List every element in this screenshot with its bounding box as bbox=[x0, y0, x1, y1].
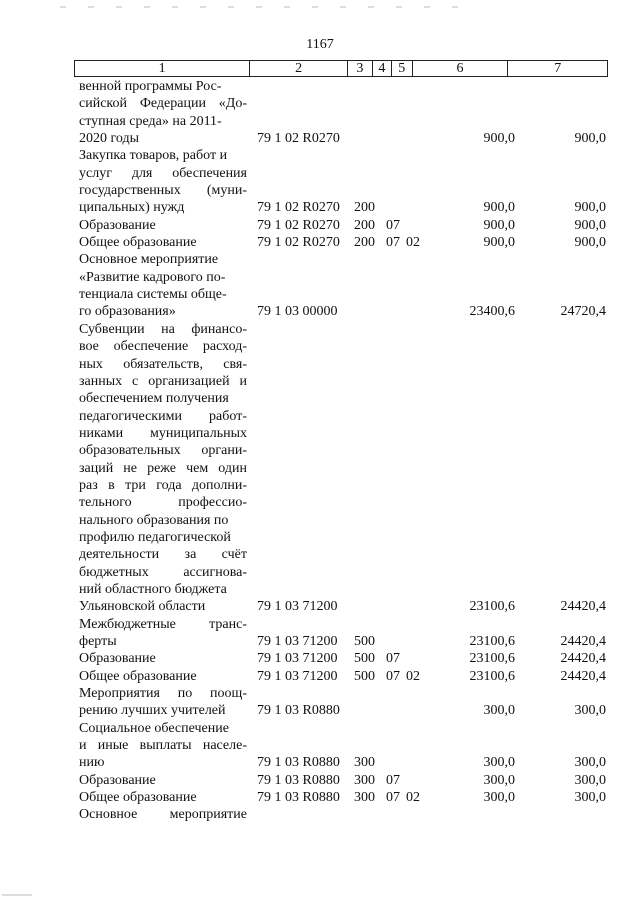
cell-description: Основное мероприятие bbox=[79, 807, 247, 823]
cell-section: 07 bbox=[386, 668, 400, 684]
cell-description: Социальное обеспечение bbox=[79, 720, 229, 736]
table-row bbox=[0, 182, 640, 199]
cell-description: государственных (муни- bbox=[79, 183, 247, 199]
cell-expense-type: 300 bbox=[354, 755, 375, 771]
table-row bbox=[0, 95, 640, 112]
cell-description: Образование bbox=[79, 651, 156, 667]
cell-description: Мероприятия по поощ- bbox=[79, 686, 247, 702]
cell-amount-year-1: 900,0 bbox=[483, 235, 515, 251]
cell-section: 07 bbox=[386, 790, 400, 806]
cell-description: ципальных) нужд bbox=[79, 200, 185, 216]
cell-description: ных обязательств, свя- bbox=[79, 356, 247, 372]
column-header-5: 5 bbox=[392, 61, 413, 76]
cell-amount-year-1: 300,0 bbox=[483, 703, 515, 719]
table-row bbox=[0, 338, 640, 355]
cell-subsection: 02 bbox=[406, 790, 420, 806]
cell-amount-year-1: 23100,6 bbox=[469, 634, 515, 649]
cell-section: 07 bbox=[386, 217, 400, 233]
table-row bbox=[0, 685, 640, 702]
cell-description: Общее образование bbox=[79, 668, 197, 684]
cell-expense-type: 200 bbox=[354, 235, 375, 251]
cell-amount-year-2: 900,0 bbox=[574, 235, 606, 251]
cell-description: Закупка товаров, работ и bbox=[79, 148, 228, 164]
cell-amount-year-1: 300,0 bbox=[483, 755, 515, 771]
cell-target-code: 79 1 02 R0270 bbox=[257, 217, 340, 233]
cell-target-code: 79 1 03 R0880 bbox=[257, 755, 340, 771]
cell-description: Общее образование bbox=[79, 235, 197, 251]
table-row bbox=[0, 477, 640, 494]
table-row bbox=[0, 234, 640, 251]
cell-target-code: 79 1 03 71200 bbox=[257, 634, 338, 649]
cell-description: Общее образование bbox=[79, 790, 197, 806]
cell-target-code: 79 1 03 71200 bbox=[257, 599, 338, 615]
cell-amount-year-1: 23400,6 bbox=[469, 304, 515, 320]
cell-amount-year-1: 900,0 bbox=[483, 200, 515, 216]
cell-expense-type: 300 bbox=[354, 772, 375, 788]
cell-description: образовательных органи- bbox=[79, 443, 247, 459]
cell-amount-year-2: 300,0 bbox=[574, 790, 606, 806]
cell-amount-year-2: 900,0 bbox=[574, 217, 606, 233]
cell-expense-type: 500 bbox=[354, 668, 375, 684]
cell-description: раз в три года дополни- bbox=[79, 477, 247, 493]
table-row bbox=[0, 251, 640, 268]
table-row bbox=[0, 564, 640, 581]
cell-target-code: 79 1 02 R0270 bbox=[257, 131, 340, 147]
cell-description: Образование bbox=[79, 772, 156, 788]
cell-description: тельного профессио- bbox=[79, 495, 247, 511]
cell-description: ступная среда» на 2011- bbox=[79, 113, 222, 129]
cell-amount-year-2: 300,0 bbox=[574, 703, 606, 719]
cell-description: вое обеспечение расход- bbox=[79, 339, 247, 355]
cell-expense-type: 500 bbox=[354, 634, 375, 649]
table-row bbox=[0, 529, 640, 546]
table-row bbox=[0, 581, 640, 598]
table-row bbox=[0, 286, 640, 303]
cell-subsection: 02 bbox=[406, 668, 420, 684]
column-header-6: 6 bbox=[413, 61, 509, 76]
table-row bbox=[0, 460, 640, 477]
table-row bbox=[0, 616, 640, 633]
table-row bbox=[0, 650, 640, 667]
column-header-3: 3 bbox=[348, 61, 373, 76]
cell-amount-year-2: 24720,4 bbox=[560, 304, 606, 320]
cell-description: ферты bbox=[79, 634, 117, 649]
cell-expense-type: 500 bbox=[354, 651, 375, 667]
cell-expense-type: 200 bbox=[354, 217, 375, 233]
cell-amount-year-1: 300,0 bbox=[483, 772, 515, 788]
table-row bbox=[0, 494, 640, 511]
table-row bbox=[0, 754, 640, 771]
table-row bbox=[0, 373, 640, 390]
cell-section: 07 bbox=[386, 772, 400, 788]
table-row bbox=[0, 303, 640, 320]
cell-description: бюджетных ассигнова- bbox=[79, 564, 247, 580]
cell-amount-year-2: 300,0 bbox=[574, 755, 606, 771]
table-row bbox=[0, 269, 640, 286]
cell-description: ний областного бюджета bbox=[79, 581, 227, 597]
table-body bbox=[0, 78, 640, 824]
cell-description: и иные выплаты населе- bbox=[79, 738, 247, 754]
table-row bbox=[0, 598, 640, 615]
cell-description: нию bbox=[79, 755, 105, 771]
cell-description: деятельности за счёт bbox=[79, 547, 247, 563]
cell-amount-year-2: 24420,4 bbox=[560, 599, 606, 615]
table-row bbox=[0, 165, 640, 182]
table-row bbox=[0, 390, 640, 407]
cell-description: нального образования по bbox=[79, 512, 229, 528]
cell-description: сийской Федерации «До- bbox=[79, 96, 247, 112]
table-row bbox=[0, 789, 640, 806]
column-header-4: 4 bbox=[373, 61, 392, 76]
table-row bbox=[0, 321, 640, 338]
cell-target-code: 79 1 03 R0880 bbox=[257, 772, 340, 788]
table-row bbox=[0, 737, 640, 754]
column-header-7: 7 bbox=[554, 61, 562, 76]
cell-amount-year-1: 300,0 bbox=[483, 790, 515, 806]
cell-description: Образование bbox=[79, 217, 156, 233]
column-header-1: 1 bbox=[75, 61, 250, 76]
cell-amount-year-2: 900,0 bbox=[574, 131, 606, 147]
table-row bbox=[0, 546, 640, 563]
cell-target-code: 79 1 03 00000 bbox=[257, 304, 338, 320]
cell-description: венной программы Рос- bbox=[79, 79, 222, 94]
cell-expense-type: 300 bbox=[354, 790, 375, 806]
cell-amount-year-2: 24420,4 bbox=[560, 668, 606, 684]
cell-description: го образования» bbox=[79, 304, 176, 320]
cell-description: Межбюджетные транс- bbox=[79, 616, 247, 632]
cell-target-code: 79 1 03 71200 bbox=[257, 668, 338, 684]
scan-artifact bbox=[2, 894, 32, 896]
table-row bbox=[0, 408, 640, 425]
cell-amount-year-2: 24420,4 bbox=[560, 651, 606, 667]
table-row bbox=[0, 633, 640, 650]
table-row bbox=[0, 199, 640, 216]
cell-description: профилю педагогической bbox=[79, 529, 231, 545]
table-row bbox=[0, 702, 640, 719]
table-row bbox=[0, 217, 640, 234]
cell-description: занных с организацией и bbox=[79, 373, 247, 389]
cell-amount-year-1: 23100,6 bbox=[469, 599, 515, 615]
column-header-2: 2 bbox=[250, 61, 348, 76]
table-row bbox=[0, 147, 640, 164]
cell-amount-year-1: 900,0 bbox=[483, 217, 515, 233]
table-header bbox=[74, 60, 608, 77]
table-row bbox=[0, 78, 640, 95]
table-row bbox=[0, 113, 640, 130]
table-row bbox=[0, 425, 640, 442]
cell-description: рению лучших учителей bbox=[79, 703, 226, 719]
cell-description: 2020 годы bbox=[79, 131, 140, 147]
table-row bbox=[0, 772, 640, 789]
cell-amount-year-1: 23100,6 bbox=[469, 668, 515, 684]
cell-description: тенциала системы обще- bbox=[79, 287, 227, 303]
cell-amount-year-1: 23100,6 bbox=[469, 651, 515, 667]
cell-section: 07 bbox=[386, 235, 400, 251]
cell-description: педагогическими работ- bbox=[79, 408, 247, 424]
scan-artifact bbox=[60, 6, 480, 8]
cell-section: 07 bbox=[386, 651, 400, 667]
cell-target-code: 79 1 03 R0880 bbox=[257, 703, 340, 719]
table-row bbox=[0, 356, 640, 373]
cell-target-code: 79 1 03 71200 bbox=[257, 651, 338, 667]
page-number: 1167 bbox=[306, 37, 334, 52]
cell-description: никами муниципальных bbox=[79, 425, 247, 441]
cell-description: Ульяновской области bbox=[79, 599, 206, 615]
cell-description: «Развитие кадрового по- bbox=[79, 269, 226, 285]
cell-expense-type: 200 bbox=[354, 200, 375, 216]
cell-target-code: 79 1 03 R0880 bbox=[257, 790, 340, 806]
cell-amount-year-2: 24420,4 bbox=[560, 634, 606, 649]
cell-amount-year-1: 900,0 bbox=[483, 131, 515, 147]
cell-target-code: 79 1 02 R0270 bbox=[257, 200, 340, 216]
cell-target-code: 79 1 02 R0270 bbox=[257, 235, 340, 251]
cell-description: услуг для обеспечения bbox=[79, 165, 247, 181]
cell-description: Основное мероприятие bbox=[79, 252, 219, 268]
table-row bbox=[0, 720, 640, 737]
cell-description: обеспечением получения bbox=[79, 391, 229, 407]
table-row bbox=[0, 130, 640, 147]
table-row bbox=[0, 668, 640, 685]
cell-description: Субвенции на финансо- bbox=[79, 321, 247, 337]
table-row bbox=[0, 442, 640, 459]
table-row bbox=[0, 512, 640, 529]
cell-amount-year-2: 300,0 bbox=[574, 772, 606, 788]
cell-description: заций не реже чем один bbox=[79, 460, 247, 476]
cell-subsection: 02 bbox=[406, 235, 420, 251]
table-row bbox=[0, 806, 640, 823]
cell-amount-year-2: 900,0 bbox=[574, 200, 606, 216]
